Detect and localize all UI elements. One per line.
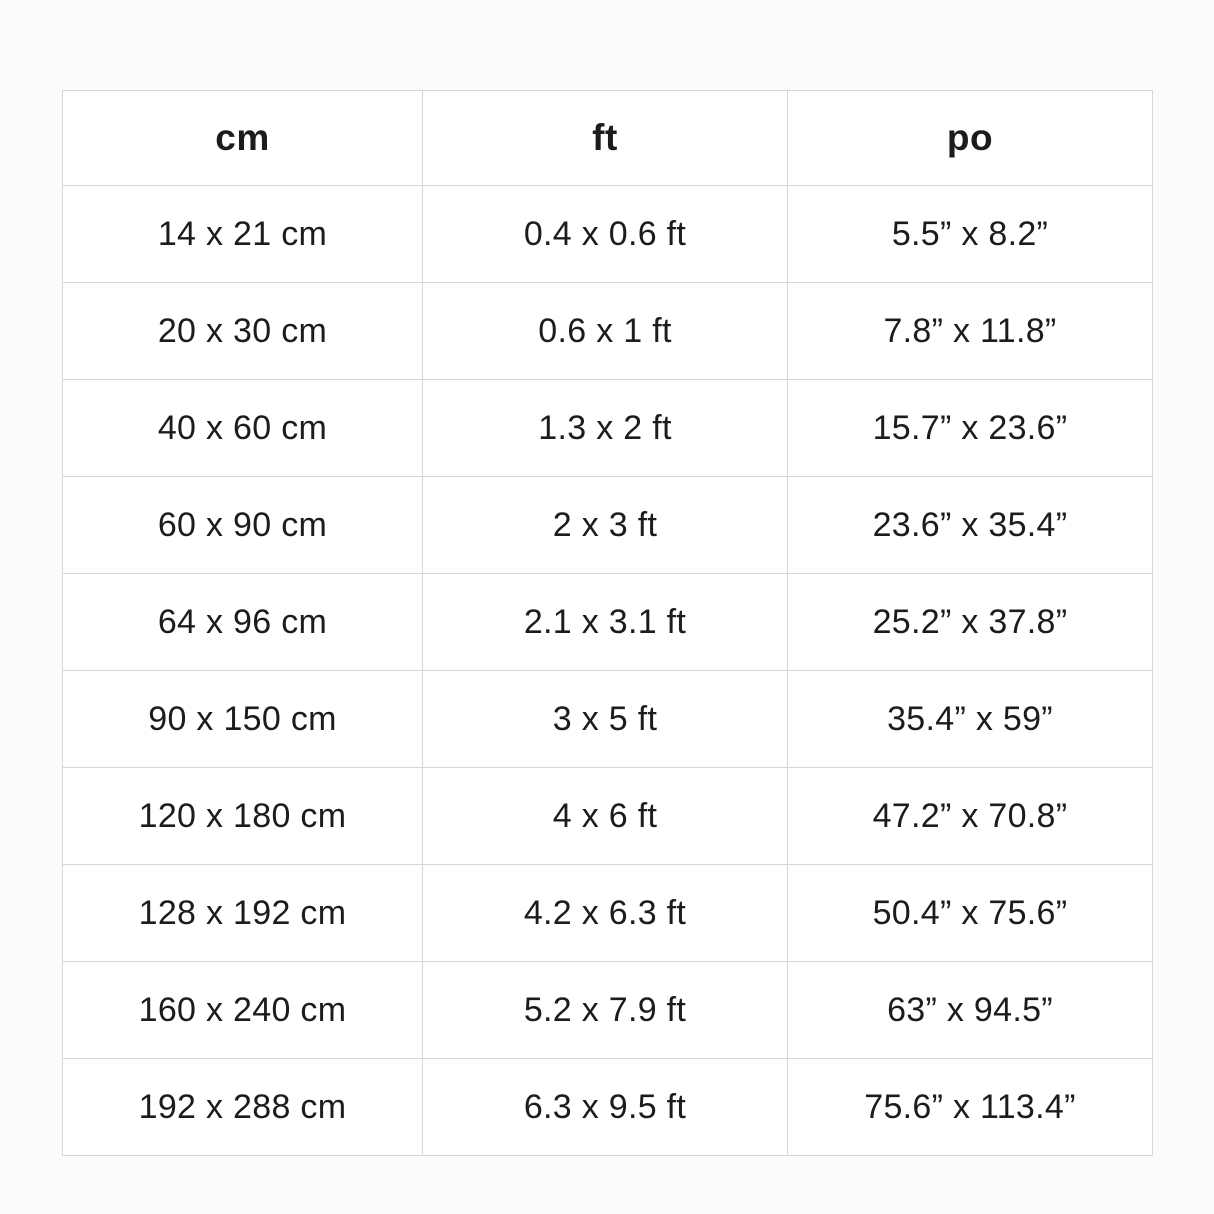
cell-cm: 64 x 96 cm	[63, 574, 423, 671]
cell-ft: 6.3 x 9.5 ft	[423, 1059, 788, 1156]
cell-po: 5.5” x 8.2”	[788, 186, 1153, 283]
cell-cm: 128 x 192 cm	[63, 865, 423, 962]
cell-cm: 20 x 30 cm	[63, 283, 423, 380]
table-row	[63, 283, 1153, 380]
cell-ft: 5.2 x 7.9 ft	[423, 962, 788, 1059]
cell-po: 7.8” x 11.8”	[788, 283, 1153, 380]
cell-ft: 3 x 5 ft	[423, 671, 788, 768]
cell-po: 23.6” x 35.4”	[788, 477, 1153, 574]
cell-po: 25.2” x 37.8”	[788, 574, 1153, 671]
column-header-ft: ft	[423, 91, 788, 186]
cell-ft: 2 x 3 ft	[423, 477, 788, 574]
cell-po: 15.7” x 23.6”	[788, 380, 1153, 477]
table-head	[63, 91, 1153, 186]
cell-po: 47.2” x 70.8”	[788, 768, 1153, 865]
table-header-row	[63, 91, 1153, 186]
cell-ft: 0.6 x 1 ft	[423, 283, 788, 380]
cell-po: 63” x 94.5”	[788, 962, 1153, 1059]
cell-ft: 4.2 x 6.3 ft	[423, 865, 788, 962]
cell-ft: 0.4 x 0.6 ft	[423, 186, 788, 283]
cell-cm: 192 x 288 cm	[63, 1059, 423, 1156]
cell-cm: 120 x 180 cm	[63, 768, 423, 865]
table-row	[63, 768, 1153, 865]
cell-cm: 160 x 240 cm	[63, 962, 423, 1059]
cell-po: 50.4” x 75.6”	[788, 865, 1153, 962]
table-row	[63, 380, 1153, 477]
cell-ft: 1.3 x 2 ft	[423, 380, 788, 477]
size-conversion-table-wrapper	[62, 90, 1152, 1156]
cell-cm: 60 x 90 cm	[63, 477, 423, 574]
table-row	[63, 1059, 1153, 1156]
table-body	[63, 186, 1153, 1156]
table-row	[63, 671, 1153, 768]
cell-po: 75.6” x 113.4”	[788, 1059, 1153, 1156]
table-row	[63, 574, 1153, 671]
size-conversion-table	[62, 90, 1153, 1156]
cell-ft: 4 x 6 ft	[423, 768, 788, 865]
table-row	[63, 865, 1153, 962]
cell-cm: 40 x 60 cm	[63, 380, 423, 477]
column-header-cm: cm	[63, 91, 423, 186]
table-row	[63, 477, 1153, 574]
cell-cm: 90 x 150 cm	[63, 671, 423, 768]
table-row	[63, 962, 1153, 1059]
column-header-po: po	[788, 91, 1153, 186]
table-row	[63, 186, 1153, 283]
cell-ft: 2.1 x 3.1 ft	[423, 574, 788, 671]
cell-cm: 14 x 21 cm	[63, 186, 423, 283]
cell-po: 35.4” x 59”	[788, 671, 1153, 768]
